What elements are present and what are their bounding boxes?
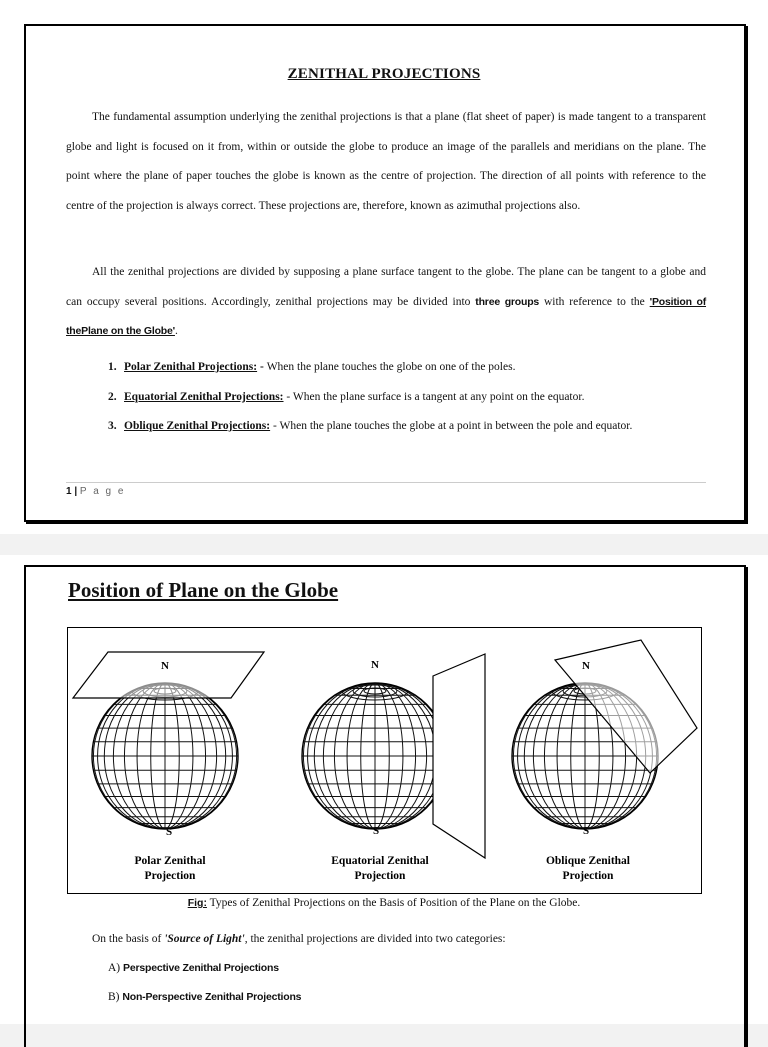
footer-separator: | — [71, 486, 80, 497]
groups-text-2: with reference to the — [539, 295, 650, 308]
list-label: Oblique Zenithal Projections: — [124, 420, 271, 432]
category-prefix: A) — [108, 962, 124, 974]
basis-text-2: , the zenithal projections are divided into two categories: — [244, 933, 506, 945]
list-separator: - — [283, 390, 293, 403]
intro-paragraph — [66, 103, 706, 221]
section-title: Position of Plane on the Globe — [68, 578, 339, 602]
page-number: 1 — [66, 486, 72, 497]
south-label: S — [165, 826, 173, 838]
list-item — [108, 353, 708, 383]
list-number: 3. — [108, 420, 117, 432]
polar-tangent-plane — [73, 652, 264, 698]
footer-page-word: P a g e — [79, 486, 126, 497]
globes-diagram — [68, 628, 701, 893]
north-label: N — [371, 659, 379, 671]
list-text: When the plane touches the globe at a point in between the pole and equator. — [279, 420, 633, 432]
south-label: S — [582, 825, 590, 837]
equatorial-tangent-plane — [433, 654, 485, 858]
footer-divider — [66, 482, 706, 483]
oblique-globe — [512, 640, 697, 882]
equatorial-label-1: Equatorial Zenithal — [331, 855, 429, 867]
category-item — [108, 991, 301, 1003]
category-name: Perspective Zenithal Projections — [123, 962, 279, 974]
category-item — [108, 962, 279, 974]
intro-text: The fundamental assumption underlying the zenithal projections is that a plane (flat sheet of paper) is made tangent to a transparent globe and light is focused on it from, within or outside the globe to produce an image of the parallels and meridians on the plane. The point where the plane of paper touches the globe is known as the centre of projection. The direction of all points with reference to the centre of the projection is always correct. These projections are, therefore, known as azimuthal projections also. — [66, 111, 706, 212]
figure-caption — [0, 897, 768, 909]
list-separator: - — [270, 420, 280, 432]
list-label: Polar Zenithal Projections: — [124, 361, 258, 373]
oblique-label-1: Oblique Zenithal — [545, 855, 631, 867]
list-number: 2. — [108, 390, 117, 403]
position-reference: 'Position of thePlane on the Globe' — [66, 295, 707, 337]
south-label: S — [372, 825, 380, 837]
list-item — [108, 383, 708, 413]
polar-label-1: Polar Zenithal — [134, 855, 206, 867]
oblique-label-2: Projection — [562, 870, 614, 882]
groups-text: All the zenithal projections are divided by supposing a plane surface tangent to the globe. The plane can be tangent to a globe and can occupy several positions. Accordingly, zenithal projections may be divided into — [66, 266, 706, 308]
three-groups-emphasis: three groups — [475, 295, 540, 308]
page-title: ZENITHAL PROJECTIONS — [287, 66, 481, 82]
groups-text-end: . — [174, 325, 178, 337]
polar-label-2: Projection — [144, 870, 196, 882]
equatorial-globe — [302, 654, 485, 882]
list-label: Equatorial Zenithal Projections: — [124, 390, 284, 403]
list-separator: - — [257, 361, 267, 373]
page-footer — [66, 486, 125, 497]
list-item — [108, 412, 708, 442]
list-text: When the plane surface is a tangent at any point on the equator. — [292, 390, 585, 403]
list-text: When the plane touches the globe on one of the poles. — [266, 361, 516, 373]
category-name: Non-Perspective Zenithal Projections — [122, 991, 302, 1003]
equatorial-label-2: Projection — [354, 870, 406, 882]
groups-paragraph — [66, 258, 706, 347]
projection-list — [108, 353, 708, 442]
north-label: N — [161, 660, 169, 672]
north-label: N — [582, 660, 590, 672]
source-of-light-emphasis: 'Source of Light' — [164, 933, 245, 945]
basis-text: On the basis of — [92, 933, 165, 945]
category-prefix: B) — [108, 991, 123, 1003]
polar-globe — [73, 652, 264, 882]
figure-box — [67, 627, 702, 894]
light-source-paragraph — [92, 933, 506, 945]
figure-prefix: Fig: — [187, 897, 207, 909]
figure-caption-text: Types of Zenithal Projections on the Basis of Position of the Plane on the Globe. — [206, 897, 581, 909]
list-number: 1. — [108, 361, 117, 373]
